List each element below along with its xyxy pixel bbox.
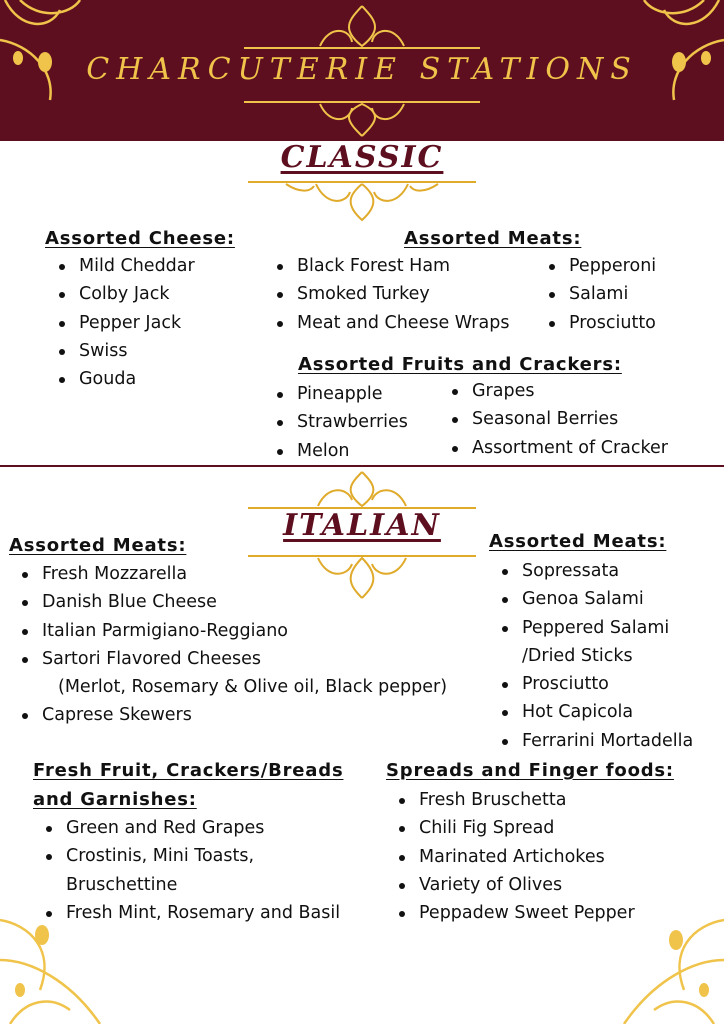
list-item: Prosciutto: [500, 670, 693, 698]
classic-cheese-list: [57, 252, 195, 393]
list-item: Fresh Bruschetta: [397, 786, 635, 814]
list-item: Fresh Mint, Rosemary and Basil: [44, 899, 340, 927]
list-item: Gouda: [57, 365, 195, 393]
classic-meats-list-right: [547, 252, 656, 337]
list-item: Pineapple: [275, 380, 408, 408]
classic-fruits-list-right: [450, 377, 668, 462]
list-item: Danish Blue Cheese: [20, 588, 447, 616]
list-item: Crostinis, Mini Toasts,: [44, 842, 340, 870]
italian-fruit-heading-line2: and Garnishes:: [33, 789, 197, 810]
list-item: Meat and Cheese Wraps: [275, 309, 509, 337]
list-item: Chili Fig Spread: [397, 814, 635, 842]
list-item: Grapes: [450, 377, 668, 405]
list-item: Variety of Olives: [397, 871, 635, 899]
section-divider: [0, 465, 724, 467]
list-item: Fresh Mozzarella: [20, 560, 447, 588]
list-item: Assortment of Cracker: [450, 434, 668, 462]
list-item: Strawberries: [275, 408, 408, 436]
list-item: Peppered Salami: [500, 614, 693, 642]
list-item: Pepperoni: [547, 252, 656, 280]
classic-flourish-ornament: [246, 176, 478, 224]
italian-spreads-heading: Spreads and Finger foods:: [386, 760, 674, 781]
corner-swirl-bottom-right-ornament: [604, 900, 724, 1024]
list-item: Italian Parmigiano-Reggiano: [20, 617, 447, 645]
corner-swirl-bottom-left-ornament: [0, 900, 120, 1024]
list-item-continuation: /Dried Sticks: [522, 645, 633, 666]
classic-meats-list-left: [275, 252, 509, 337]
italian-title: ITALIAN: [283, 508, 441, 543]
list-item: Marinated Artichokes: [397, 843, 635, 871]
list-item: Melon: [275, 437, 408, 465]
classic-cheese-heading: Assorted Cheese:: [45, 228, 235, 249]
italian-cheese-heading: Assorted Meats:: [9, 535, 187, 556]
page-title: CHARCUTERIE STATIONS: [86, 52, 638, 87]
list-item-note: (Merlot, Rosemary & Olive oil, Black pepper): [58, 677, 448, 698]
list-item: Swiss: [57, 337, 195, 365]
classic-fruits-list-left: [275, 380, 408, 465]
list-item: Ferrarini Mortadella: [500, 727, 693, 755]
italian-cheese-list: [20, 560, 447, 730]
list-item: Peppadew Sweet Pepper: [397, 899, 635, 927]
italian-meats-list: [500, 557, 693, 755]
list-item: Prosciutto: [547, 309, 656, 337]
list-item: Sartori Flavored Cheeses: [20, 645, 447, 673]
list-item: Mild Cheddar: [57, 252, 195, 280]
list-item: Colby Jack: [57, 280, 195, 308]
list-item: Genoa Salami: [500, 585, 693, 613]
classic-meats-heading: Assorted Meats:: [404, 228, 582, 249]
classic-title: CLASSIC: [280, 140, 444, 175]
classic-fruits-heading: Assorted Fruits and Crackers:: [298, 354, 622, 375]
list-item-continuation: Bruschettine: [66, 874, 178, 895]
list-item: Seasonal Berries: [450, 405, 668, 433]
list-item: Smoked Turkey: [275, 280, 509, 308]
italian-spreads-list: [397, 786, 635, 927]
italian-meats-heading: Assorted Meats:: [489, 531, 667, 552]
list-item: Pepper Jack: [57, 309, 195, 337]
list-item: Sopressata: [500, 557, 693, 585]
list-item: Green and Red Grapes: [44, 814, 340, 842]
list-item: Black Forest Ham: [275, 252, 509, 280]
list-item: Salami: [547, 280, 656, 308]
list-item: Caprese Skewers: [20, 701, 447, 729]
list-item: Hot Capicola: [500, 698, 693, 726]
italian-fruit-heading-line1: Fresh Fruit, Crackers/Breads: [33, 760, 344, 781]
